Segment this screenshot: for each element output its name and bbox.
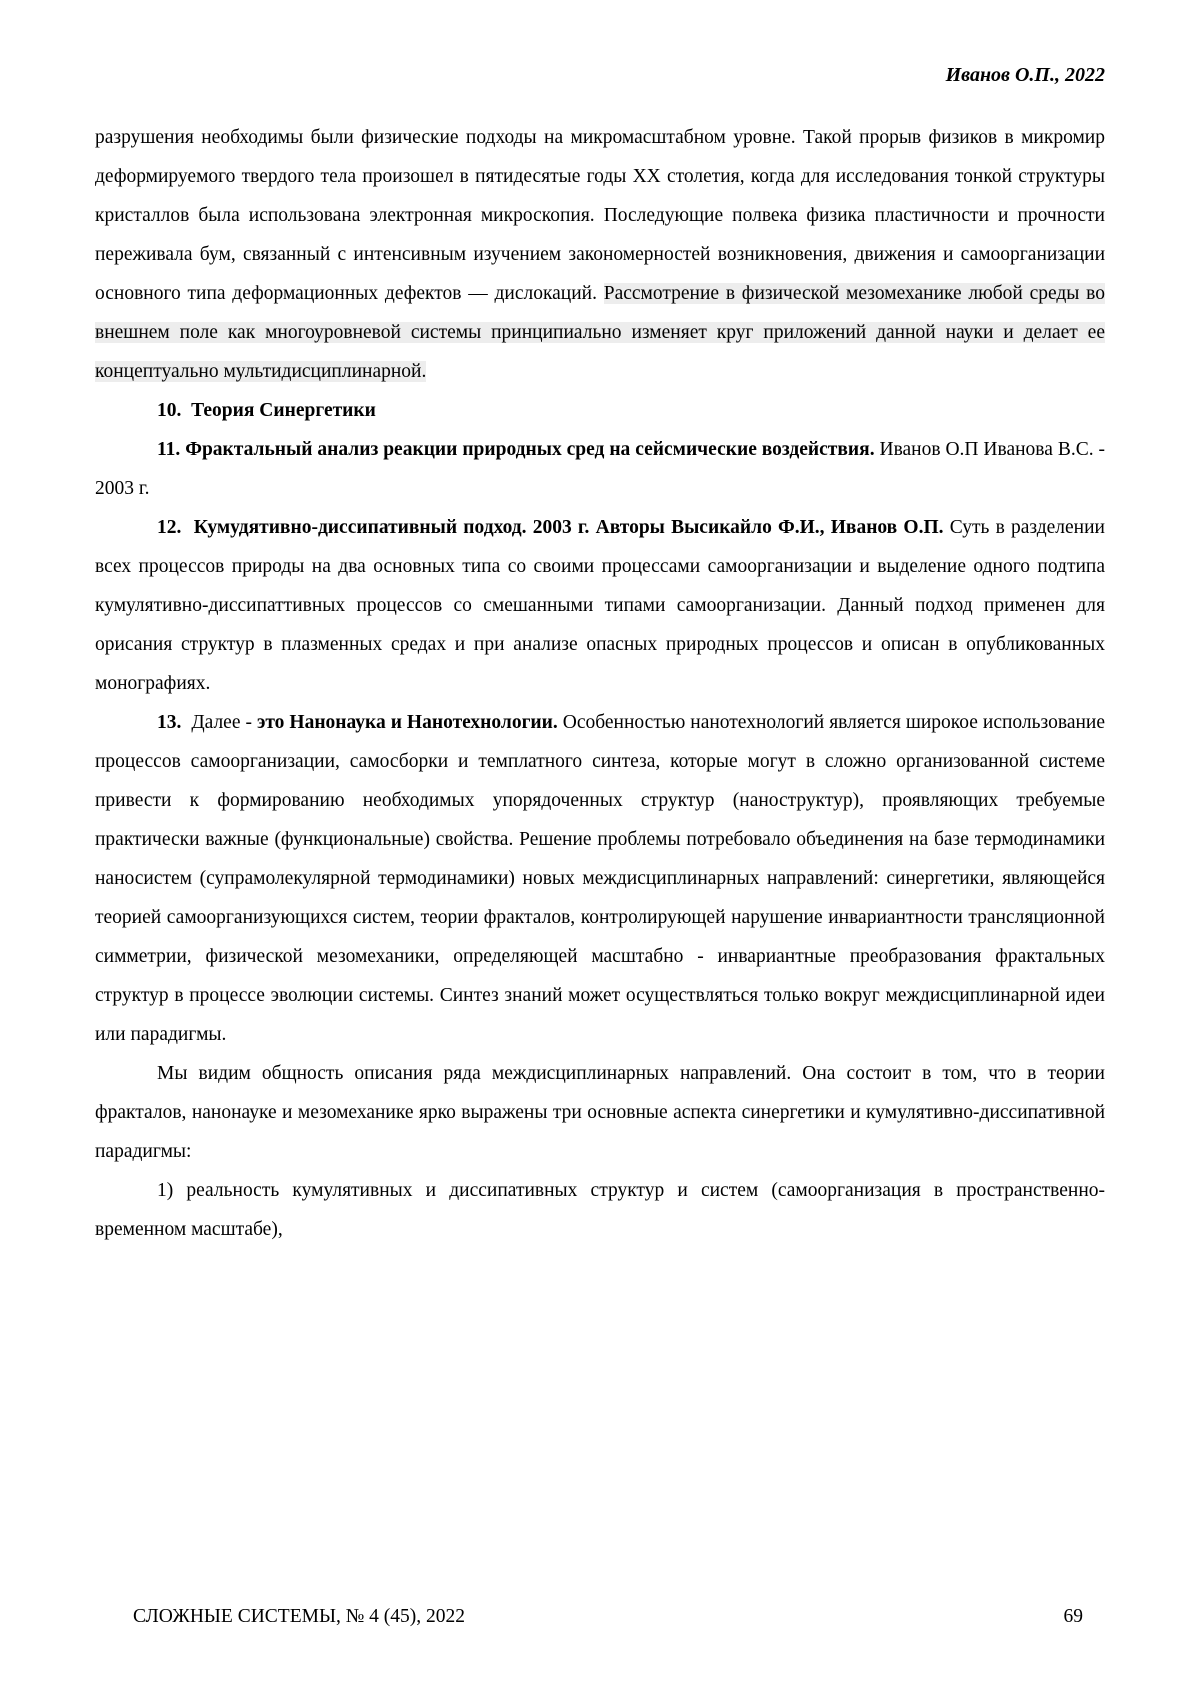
page-footer (95, 1604, 1105, 1630)
list-item-13-text: Особенностью нанотехнологий является широкое использование процессов самоорганизации, самосборки и темплатного синтеза, которые могут в сложно организованной системе привести к формированию необходимых упорядоченных структур (наноструктур), проявляющих требуемые практически важные (функциональные) свойства. Решение проблемы потребовало объединения на базе термодинамики наносистем (супрамолекулярной термодинамики) новых междисциплинарных направлений: синергетики, являющейся теорией самоорганизующихся систем, теории фракталов, контролирующей нарушение инвариантности трансляционной симметрии, физической мезомеханики, определяющей масштабно - инвариантные преобразования фрактальных структур в процессе эволюции системы. Синтез знаний может осуществляться только вокруг междисциплинарной идеи или парадигмы. (95, 712, 1105, 1045)
highlighted-text: Рассмотрение в физической мезомеханике любой среды во внешнем поле как многоуровневой системы принципиально изменяет круг приложений данной науки и делает ее концептуально мультидисциплинарной. (95, 283, 1105, 382)
list-item-10-title: 10. Теория Синергетики (157, 400, 376, 421)
paragraph-summary: Мы видим общность описания ряда междисциплинарных направлений. Она состоит в том, что в теории фракталов, нанонауке и мезомеханике ярко выражены три основные аспекта синергетики и кумулятивно-диссипативной парадигмы: (95, 1063, 1105, 1162)
list-item-12-text: Суть в разделении всех процессов природы на два основных типа со своими процессами самоорганизации и выделение одного подтипа кумулятивно-диссипаттивных процессов со смешанными типами самоорганизации. Данный подход применен для орисания структур в плазменных средах и при анализе опасных природных процессов и описан в опубликованных монографиях. (95, 517, 1105, 694)
list-item-13-number: 13. (157, 712, 192, 733)
paragraph-intro (95, 118, 1105, 391)
footer-journal-title: СЛОЖНЫЕ СИСТЕМЫ, № 4 (45), 2022 (133, 1606, 466, 1627)
list-item-12 (95, 508, 1105, 703)
list-item-13 (95, 703, 1105, 1054)
list-item-12-title: 12. Кумудятивно-диссипативный подход. 2003 г. Авторы Высикайло Ф.И., Иванов О.П. (157, 517, 950, 538)
list-item-13-lead: Далее - (191, 712, 257, 733)
footer-page-number: 69 (1063, 1606, 1083, 1627)
list-item-10 (95, 391, 1105, 430)
list-item-11 (95, 430, 1105, 508)
list-item-11-text: Иванов О.П Иванова В.С. - 2003 г. (95, 439, 1105, 499)
list-item-13-title: это Нанонаука и Нанотехнологии. (256, 712, 563, 733)
page-header-author: Иванов О.П., 2022 (945, 64, 1105, 86)
paragraph-list-1: 1) реальность кумулятивных и диссипативных структур и систем (самоорганизация в пространственно-временном масштабе), (95, 1180, 1105, 1240)
paragraph-intro-text: разрушения необходимы были физические подходы на микромасштабном уровне. Такой прорыв физиков в микромир деформируемого твердого тела произошел в пятидесятые годы XX столетия, когда для исследования тонкой структуры кристаллов была использована электронная микроскопия. Последующие полвека физика пластичности и прочности переживала бум, связанный с интенсивным изучением закономерностей возникновения, движения и самоорганизации основного типа деформационных дефектов — дислокаций. (95, 127, 1105, 304)
list-item-11-title: 11. Фрактальный анализ реакции природных сред на сейсмические воздействия. (157, 439, 880, 460)
